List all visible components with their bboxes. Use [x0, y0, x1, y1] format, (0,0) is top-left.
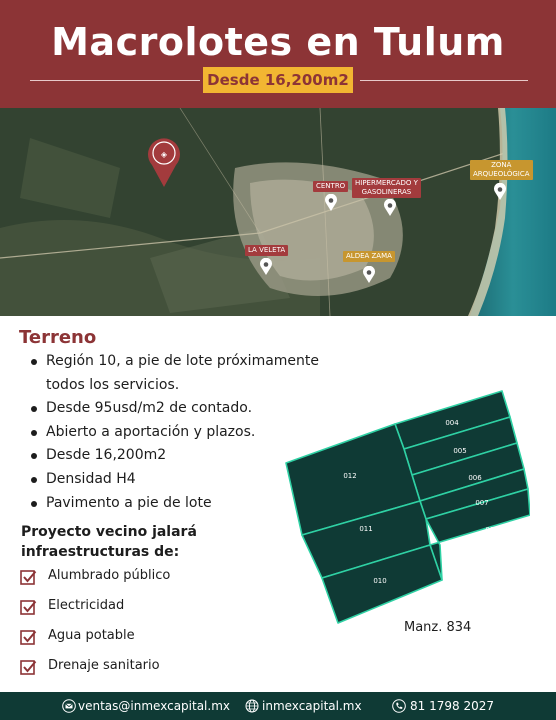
map-label-centro: CENTRO [313, 181, 348, 192]
footer-bar [0, 692, 556, 720]
lot-label: 012 [343, 472, 357, 480]
location-pin-icon [259, 258, 273, 276]
manzana-label: Manz. 834 [404, 620, 472, 635]
check-item [20, 626, 170, 656]
footer-phone[interactable]: 81 1798 2027 [410, 699, 494, 713]
lot-plan-diagram [280, 385, 530, 630]
checkbox-icon [20, 599, 37, 616]
section-title-terreno: Terreno [19, 327, 97, 348]
bullet-item: Abierto a aportación y plazos. [30, 421, 350, 445]
globe-icon [245, 699, 259, 713]
lot-label: 008 [485, 526, 499, 534]
divider-left [30, 80, 200, 81]
location-pin-icon [383, 199, 397, 217]
checkbox-icon [20, 629, 37, 646]
lot-label: 006 [468, 474, 482, 482]
infraestructura-list [20, 566, 170, 686]
map-label-hipermercado: HIPERMERCADO Y GASOLINERAS [352, 178, 421, 198]
proyecto-title: Proyecto vecino jalará infraestructuras de: [21, 524, 197, 560]
email-icon [62, 699, 76, 713]
lot-label: 005 [453, 447, 467, 455]
check-item-label: Electricidad [48, 598, 125, 613]
bullet-item: Desde 95usd/m2 de contado. [30, 397, 350, 421]
header-banner [0, 0, 556, 108]
size-badge: Desde 16,200m2 [203, 67, 353, 93]
svg-text:◈: ◈ [160, 150, 168, 159]
lot-label: 010 [373, 577, 387, 585]
lot-label: 004 [445, 419, 459, 427]
footer-email[interactable]: ventas@inmexcapital.mx [78, 699, 230, 713]
check-item-label: Drenaje sanitario [48, 658, 160, 673]
check-item [20, 656, 170, 686]
logo-pin-icon [144, 133, 184, 188]
map-image [0, 108, 556, 316]
divider-right [360, 80, 528, 81]
map-label-la-veleta: LA VELETA [245, 245, 288, 256]
check-item-label: Agua potable [48, 628, 135, 643]
map-label-aldea-zama: ALDEA ZAMA [343, 251, 395, 262]
bullet-item: Densidad H4 [30, 468, 350, 492]
check-item-label: Alumbrado público [48, 568, 171, 583]
lot-label: 007 [475, 499, 489, 507]
check-item [20, 566, 170, 596]
checkbox-icon [20, 569, 37, 586]
bullet-item: Pavimento a pie de lote [30, 492, 350, 516]
lot-label: 011 [359, 525, 373, 533]
location-pin-icon [324, 194, 338, 212]
checkbox-icon [20, 659, 37, 676]
bullet-item: Desde 16,200m2 [30, 444, 350, 468]
location-pin-icon [493, 183, 507, 201]
phone-icon [392, 699, 406, 713]
check-item [20, 596, 170, 626]
aerial-map [0, 108, 556, 316]
location-pin-icon [362, 266, 376, 284]
bullet-item: Región 10, a pie de lote próximamente todos los servicios. [30, 350, 350, 397]
page-title: Macrolotes en Tulum [51, 20, 505, 64]
map-label-zona-arqueologica: ZONA ARQUEOLÓGICA [470, 160, 533, 180]
footer-website[interactable]: inmexcapital.mx [262, 699, 362, 713]
